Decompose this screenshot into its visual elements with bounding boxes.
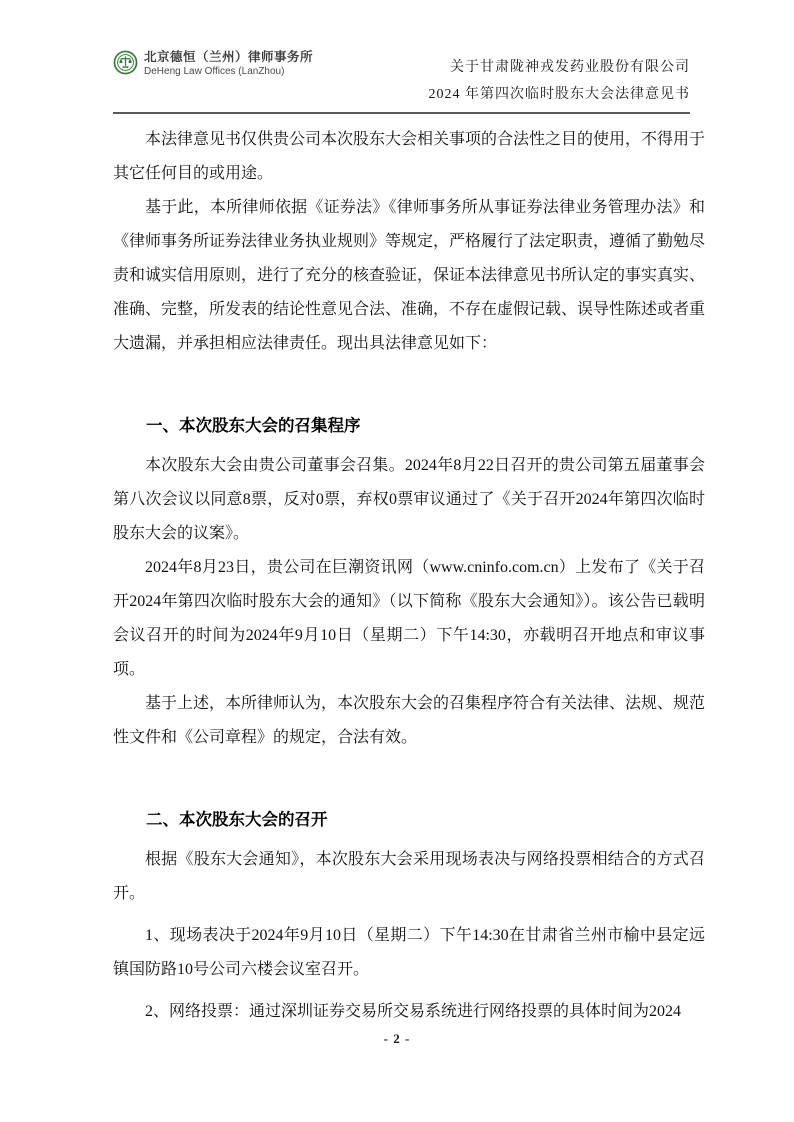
- document-title-line-2: 2024 年第四次临时股东大会法律意见书: [428, 87, 690, 102]
- law-firm-identity: [113, 48, 313, 78]
- page-number: - 2 -: [383, 1031, 411, 1046]
- body-paragraph: 2024年8月23日，贵公司在巨潮资讯网（www.cninfo.com.cn）上发布了《关于召开2024年第四次临时股东大会的通知》（以下简称《股东大会通知》）。该公告已载明会议召开的时间为2024年9月10日（星期二）下午14:30，亦载明召开地点和审议事项。: [113, 559, 705, 678]
- body-paragraph: 根据《股东大会通知》，本次股东大会采用现场表决与网络投票相结合的方式召开。: [113, 851, 705, 902]
- page-footer: [0, 1030, 794, 1048]
- document-title: [429, 48, 691, 108]
- section-heading: 一、本次股东大会的召集程序: [146, 416, 361, 435]
- body-paragraph: 本次股东大会由贵公司董事会召集。2024年8月22日召开的贵公司第五届董事会第八次会议以同意8票，反对0票，弃权0票审议通过了《关于召开2024年第四次临时股东大会的议案》。: [113, 457, 705, 542]
- document-title-line-1: 关于甘肃陇神戎发药业股份有限公司: [450, 60, 690, 75]
- page-header: [113, 48, 690, 114]
- header-divider: [113, 112, 690, 114]
- deheng-scales-emblem-icon: [113, 50, 138, 75]
- body-paragraph: 基于上述，本所律师认为，本次股东大会的召集程序符合有关法律、法规、规范性文件和《公司章程》的规定，合法有效。: [113, 695, 706, 746]
- body-paragraph: 基于此，本所律师依据《证券法》《律师事务所从事证券法律业务管理办法》和《律师事务所证券法律业务执业规则》等规定，严格履行了法定职责，遵循了勤勉尽责和诚实信用原则，进行了充分的核查验证，保证本法律意见书所认定的事实真实、准确、完整，所发表的结论性意见合法、准确，不存在虚假记载、误导性陈述或者重大遗漏，并承担相应法律责任。现出具法律意见如下：: [113, 199, 706, 352]
- body-paragraph: 1、现场表决于2024年9月10日（星期二）下午14:30在甘肃省兰州市榆中县定远镇国防路10号公司六楼会议室召开。: [113, 927, 705, 978]
- body-paragraph: 本法律意见书仅供贵公司本次股东大会相关事项的合法性之目的使用，不得用于其它任何目的或用途。: [113, 131, 706, 182]
- firm-name-english: DeHeng Law Offices (LanZhou): [144, 66, 285, 77]
- section-heading: 二、本次股东大会的召开: [146, 810, 328, 829]
- firm-name-chinese: 北京德恒（兰州）律师事务所: [144, 50, 314, 64]
- body-paragraph: 2、网络投票：通过深圳证券交易所交易系统进行网络投票的具体时间为2024: [145, 1003, 682, 1020]
- document-body: [113, 123, 705, 1029]
